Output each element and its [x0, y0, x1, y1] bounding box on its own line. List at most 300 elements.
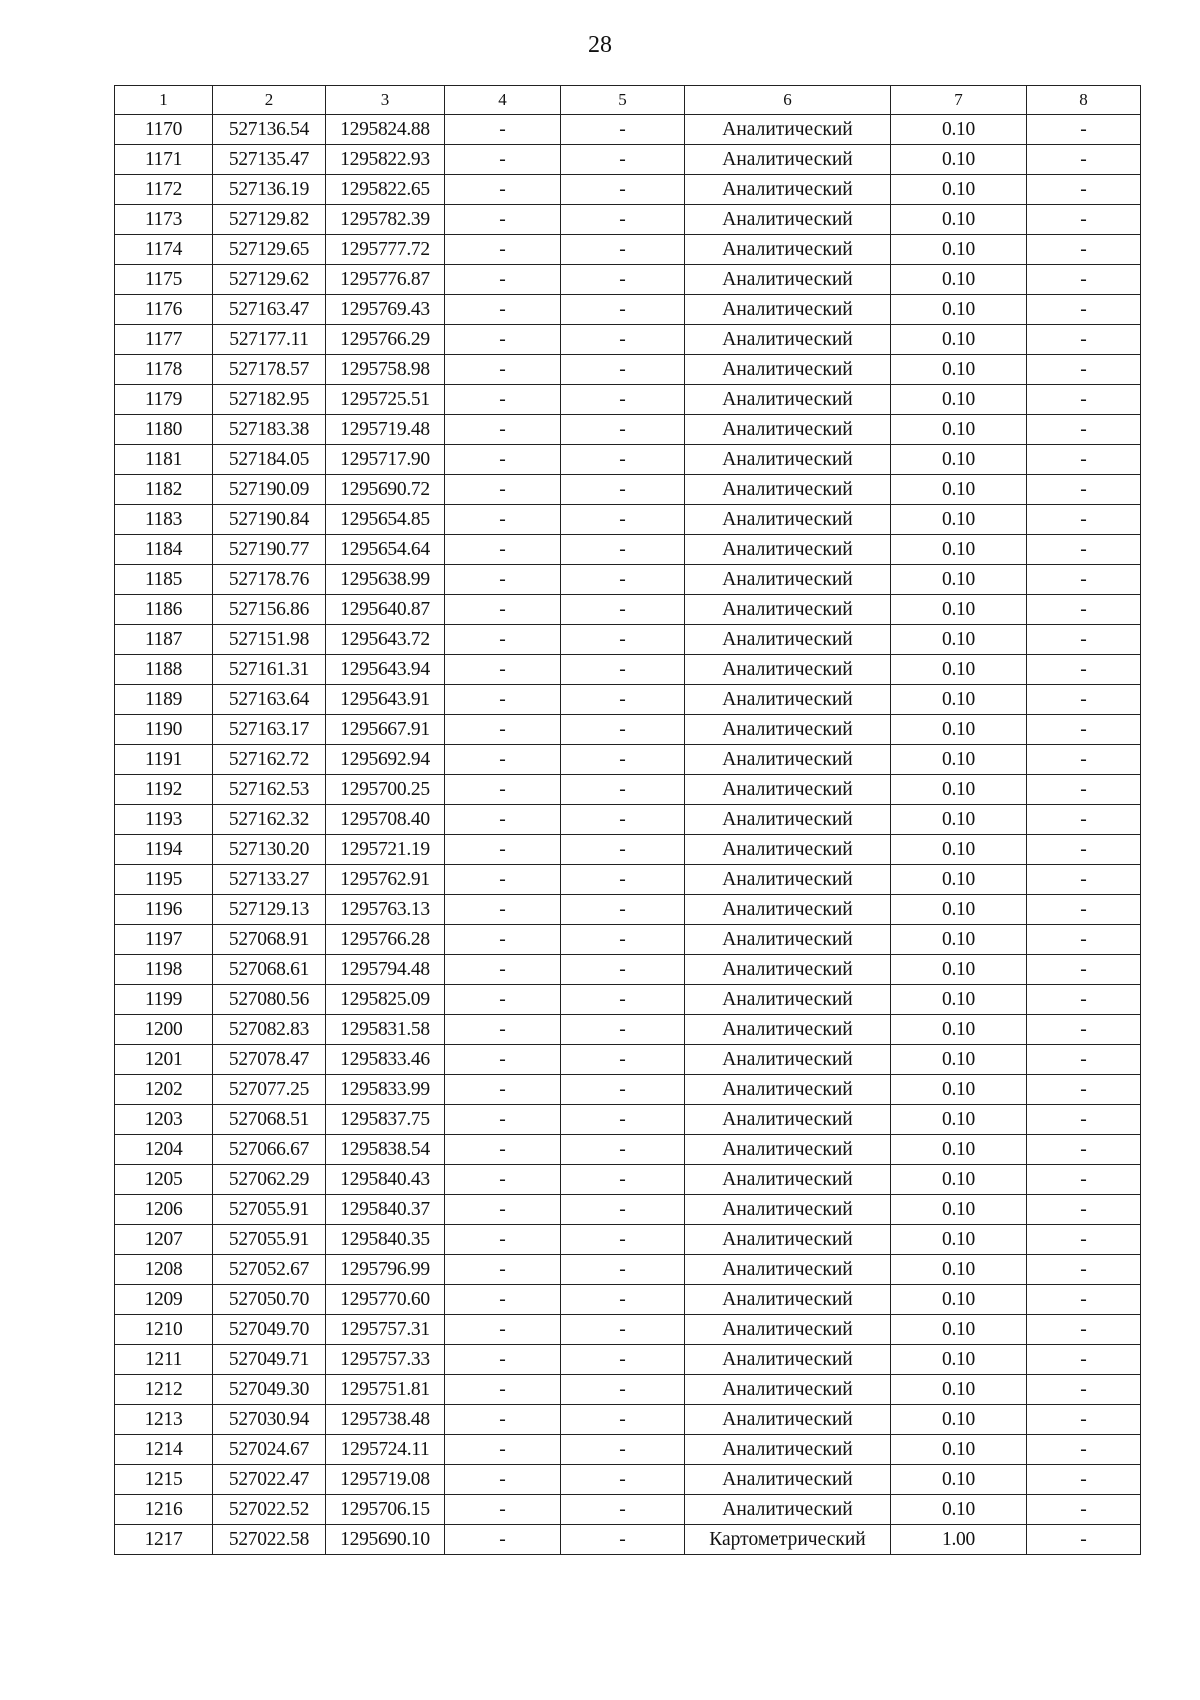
method-cell: Аналитический [685, 775, 891, 805]
column-5-cell: - [561, 955, 685, 985]
x-coordinate-cell: 527178.57 [213, 355, 326, 385]
column-4-cell: - [445, 955, 561, 985]
accuracy-cell: 0.10 [891, 1345, 1027, 1375]
method-cell: Аналитический [685, 295, 891, 325]
column-5-cell: - [561, 595, 685, 625]
x-coordinate-cell: 527190.09 [213, 475, 326, 505]
column-4-cell: - [445, 205, 561, 235]
column-5-cell: - [561, 1525, 685, 1555]
accuracy-cell: 0.10 [891, 1495, 1027, 1525]
accuracy-cell: 0.10 [891, 415, 1027, 445]
point-number-cell: 1182 [115, 475, 213, 505]
column-5-cell: - [561, 385, 685, 415]
accuracy-cell: 0.10 [891, 1135, 1027, 1165]
point-number-cell: 1201 [115, 1045, 213, 1075]
accuracy-cell: 0.10 [891, 235, 1027, 265]
table-row [115, 565, 1141, 595]
x-coordinate-cell: 527151.98 [213, 625, 326, 655]
method-cell: Аналитический [685, 355, 891, 385]
column-5-cell: - [561, 715, 685, 745]
column-4-cell: - [445, 925, 561, 955]
method-cell: Аналитический [685, 985, 891, 1015]
y-coordinate-cell: 1295824.88 [326, 115, 445, 145]
column-4-cell: - [445, 1255, 561, 1285]
table-row [115, 1405, 1141, 1435]
point-number-cell: 1184 [115, 535, 213, 565]
point-number-cell: 1183 [115, 505, 213, 535]
y-coordinate-cell: 1295840.37 [326, 1195, 445, 1225]
column-5-cell: - [561, 895, 685, 925]
method-cell: Аналитический [685, 1225, 891, 1255]
y-coordinate-cell: 1295763.13 [326, 895, 445, 925]
point-number-cell: 1180 [115, 415, 213, 445]
table-row [115, 325, 1141, 355]
point-number-cell: 1200 [115, 1015, 213, 1045]
x-coordinate-cell: 527077.25 [213, 1075, 326, 1105]
column-header: 4 [445, 86, 561, 115]
table-row [115, 1315, 1141, 1345]
table-row [115, 535, 1141, 565]
x-coordinate-cell: 527129.62 [213, 265, 326, 295]
point-number-cell: 1196 [115, 895, 213, 925]
column-4-cell: - [445, 115, 561, 145]
table-row [115, 1465, 1141, 1495]
method-cell: Аналитический [685, 1405, 891, 1435]
column-5-cell: - [561, 175, 685, 205]
column-5-cell: - [561, 1225, 685, 1255]
table-row [115, 415, 1141, 445]
column-4-cell: - [445, 1195, 561, 1225]
column-4-cell: - [445, 865, 561, 895]
column-5-cell: - [561, 265, 685, 295]
table-row [115, 175, 1141, 205]
point-number-cell: 1206 [115, 1195, 213, 1225]
accuracy-cell: 0.10 [891, 295, 1027, 325]
accuracy-cell: 0.10 [891, 1405, 1027, 1435]
accuracy-cell: 0.10 [891, 505, 1027, 535]
column-8-cell: - [1027, 895, 1141, 925]
column-8-cell: - [1027, 1045, 1141, 1075]
column-4-cell: - [445, 325, 561, 355]
method-cell: Аналитический [685, 265, 891, 295]
column-4-cell: - [445, 475, 561, 505]
table-row [115, 295, 1141, 325]
column-5-cell: - [561, 1465, 685, 1495]
column-5-cell: - [561, 835, 685, 865]
column-4-cell: - [445, 1225, 561, 1255]
point-number-cell: 1212 [115, 1375, 213, 1405]
column-8-cell: - [1027, 115, 1141, 145]
column-8-cell: - [1027, 1495, 1141, 1525]
accuracy-cell: 0.10 [891, 985, 1027, 1015]
table-row [115, 145, 1141, 175]
point-number-cell: 1174 [115, 235, 213, 265]
method-cell: Аналитический [685, 1375, 891, 1405]
accuracy-cell: 0.10 [891, 445, 1027, 475]
accuracy-cell: 0.10 [891, 205, 1027, 235]
column-5-cell: - [561, 1255, 685, 1285]
y-coordinate-cell: 1295719.08 [326, 1465, 445, 1495]
point-number-cell: 1211 [115, 1345, 213, 1375]
x-coordinate-cell: 527022.58 [213, 1525, 326, 1555]
table-row [115, 655, 1141, 685]
column-5-cell: - [561, 865, 685, 895]
column-5-cell: - [561, 565, 685, 595]
column-4-cell: - [445, 565, 561, 595]
column-8-cell: - [1027, 355, 1141, 385]
column-8-cell: - [1027, 445, 1141, 475]
column-8-cell: - [1027, 325, 1141, 355]
column-5-cell: - [561, 355, 685, 385]
x-coordinate-cell: 527162.53 [213, 775, 326, 805]
accuracy-cell: 0.10 [891, 325, 1027, 355]
column-4-cell: - [445, 595, 561, 625]
column-4-cell: - [445, 1165, 561, 1195]
accuracy-cell: 0.10 [891, 1045, 1027, 1075]
accuracy-cell: 0.10 [891, 715, 1027, 745]
table-row [115, 115, 1141, 145]
x-coordinate-cell: 527163.47 [213, 295, 326, 325]
column-8-cell: - [1027, 1075, 1141, 1105]
table-row [115, 1435, 1141, 1465]
x-coordinate-cell: 527184.05 [213, 445, 326, 475]
column-8-cell: - [1027, 1255, 1141, 1285]
column-4-cell: - [445, 1435, 561, 1465]
x-coordinate-cell: 527162.32 [213, 805, 326, 835]
x-coordinate-cell: 527024.67 [213, 1435, 326, 1465]
column-5-cell: - [561, 1495, 685, 1525]
column-5-cell: - [561, 145, 685, 175]
column-5-cell: - [561, 445, 685, 475]
column-5-cell: - [561, 1345, 685, 1375]
method-cell: Аналитический [685, 625, 891, 655]
table-row [115, 1525, 1141, 1555]
x-coordinate-cell: 527062.29 [213, 1165, 326, 1195]
y-coordinate-cell: 1295770.60 [326, 1285, 445, 1315]
accuracy-cell: 0.10 [891, 385, 1027, 415]
column-4-cell: - [445, 355, 561, 385]
page-number: 28 [588, 32, 612, 58]
method-cell: Аналитический [685, 1135, 891, 1165]
point-number-cell: 1197 [115, 925, 213, 955]
x-coordinate-cell: 527190.84 [213, 505, 326, 535]
column-8-cell: - [1027, 1525, 1141, 1555]
y-coordinate-cell: 1295654.85 [326, 505, 445, 535]
column-4-cell: - [445, 1465, 561, 1495]
y-coordinate-cell: 1295794.48 [326, 955, 445, 985]
x-coordinate-cell: 527178.76 [213, 565, 326, 595]
x-coordinate-cell: 527163.64 [213, 685, 326, 715]
accuracy-cell: 0.10 [891, 535, 1027, 565]
method-cell: Аналитический [685, 325, 891, 355]
column-8-cell: - [1027, 985, 1141, 1015]
x-coordinate-cell: 527161.31 [213, 655, 326, 685]
x-coordinate-cell: 527136.54 [213, 115, 326, 145]
column-4-cell: - [445, 385, 561, 415]
column-5-cell: - [561, 1165, 685, 1195]
method-cell: Аналитический [685, 805, 891, 835]
method-cell: Аналитический [685, 1045, 891, 1075]
y-coordinate-cell: 1295643.94 [326, 655, 445, 685]
y-coordinate-cell: 1295643.91 [326, 685, 445, 715]
column-8-cell: - [1027, 295, 1141, 325]
point-number-cell: 1203 [115, 1105, 213, 1135]
y-coordinate-cell: 1295643.72 [326, 625, 445, 655]
table-row [115, 625, 1141, 655]
y-coordinate-cell: 1295838.54 [326, 1135, 445, 1165]
column-4-cell: - [445, 445, 561, 475]
point-number-cell: 1216 [115, 1495, 213, 1525]
y-coordinate-cell: 1295822.93 [326, 145, 445, 175]
column-4-cell: - [445, 1075, 561, 1105]
column-8-cell: - [1027, 865, 1141, 895]
point-number-cell: 1207 [115, 1225, 213, 1255]
point-number-cell: 1178 [115, 355, 213, 385]
method-cell: Картометрический [685, 1525, 891, 1555]
accuracy-cell: 0.10 [891, 865, 1027, 895]
point-number-cell: 1173 [115, 205, 213, 235]
accuracy-cell: 0.10 [891, 1015, 1027, 1045]
y-coordinate-cell: 1295762.91 [326, 865, 445, 895]
accuracy-cell: 0.10 [891, 835, 1027, 865]
column-5-cell: - [561, 235, 685, 265]
method-cell: Аналитический [685, 1345, 891, 1375]
accuracy-cell: 0.10 [891, 145, 1027, 175]
method-cell: Аналитический [685, 1495, 891, 1525]
column-4-cell: - [445, 235, 561, 265]
y-coordinate-cell: 1295638.99 [326, 565, 445, 595]
column-5-cell: - [561, 655, 685, 685]
point-number-cell: 1181 [115, 445, 213, 475]
accuracy-cell: 1.00 [891, 1525, 1027, 1555]
column-8-cell: - [1027, 205, 1141, 235]
column-4-cell: - [445, 535, 561, 565]
accuracy-cell: 0.10 [891, 1285, 1027, 1315]
x-coordinate-cell: 527183.38 [213, 415, 326, 445]
column-8-cell: - [1027, 235, 1141, 265]
column-5-cell: - [561, 415, 685, 445]
y-coordinate-cell: 1295738.48 [326, 1405, 445, 1435]
column-5-cell: - [561, 1045, 685, 1075]
point-number-cell: 1194 [115, 835, 213, 865]
x-coordinate-cell: 527133.27 [213, 865, 326, 895]
x-coordinate-cell: 527049.71 [213, 1345, 326, 1375]
y-coordinate-cell: 1295719.48 [326, 415, 445, 445]
accuracy-cell: 0.10 [891, 745, 1027, 775]
table-row [115, 1495, 1141, 1525]
table-row [115, 745, 1141, 775]
column-4-cell: - [445, 1285, 561, 1315]
column-5-cell: - [561, 535, 685, 565]
y-coordinate-cell: 1295708.40 [326, 805, 445, 835]
column-4-cell: - [445, 1105, 561, 1135]
point-number-cell: 1170 [115, 115, 213, 145]
accuracy-cell: 0.10 [891, 1315, 1027, 1345]
method-cell: Аналитический [685, 655, 891, 685]
x-coordinate-cell: 527049.30 [213, 1375, 326, 1405]
method-cell: Аналитический [685, 145, 891, 175]
column-4-cell: - [445, 625, 561, 655]
point-number-cell: 1176 [115, 295, 213, 325]
column-4-cell: - [445, 985, 561, 1015]
table-row [115, 205, 1141, 235]
accuracy-cell: 0.10 [891, 895, 1027, 925]
column-5-cell: - [561, 685, 685, 715]
column-8-cell: - [1027, 1345, 1141, 1375]
table-row [115, 685, 1141, 715]
method-cell: Аналитический [685, 475, 891, 505]
table-row [115, 385, 1141, 415]
column-8-cell: - [1027, 595, 1141, 625]
point-number-cell: 1215 [115, 1465, 213, 1495]
table-row [115, 265, 1141, 295]
method-cell: Аналитический [685, 685, 891, 715]
y-coordinate-cell: 1295690.72 [326, 475, 445, 505]
method-cell: Аналитический [685, 835, 891, 865]
method-cell: Аналитический [685, 1195, 891, 1225]
x-coordinate-cell: 527022.52 [213, 1495, 326, 1525]
table-row [115, 985, 1141, 1015]
x-coordinate-cell: 527049.70 [213, 1315, 326, 1345]
column-8-cell: - [1027, 1435, 1141, 1465]
column-4-cell: - [445, 145, 561, 175]
column-8-cell: - [1027, 1285, 1141, 1315]
column-8-cell: - [1027, 1375, 1141, 1405]
table-row [115, 1045, 1141, 1075]
column-header: 2 [213, 86, 326, 115]
point-number-cell: 1189 [115, 685, 213, 715]
column-4-cell: - [445, 805, 561, 835]
table-row [115, 715, 1141, 745]
point-number-cell: 1179 [115, 385, 213, 415]
table-row [115, 805, 1141, 835]
column-5-cell: - [561, 1315, 685, 1345]
point-number-cell: 1186 [115, 595, 213, 625]
table-row [115, 835, 1141, 865]
point-number-cell: 1213 [115, 1405, 213, 1435]
point-number-cell: 1204 [115, 1135, 213, 1165]
column-4-cell: - [445, 1135, 561, 1165]
method-cell: Аналитический [685, 715, 891, 745]
method-cell: Аналитический [685, 1075, 891, 1105]
y-coordinate-cell: 1295717.90 [326, 445, 445, 475]
accuracy-cell: 0.10 [891, 655, 1027, 685]
table-header-row [115, 86, 1141, 115]
y-coordinate-cell: 1295840.35 [326, 1225, 445, 1255]
y-coordinate-cell: 1295721.19 [326, 835, 445, 865]
table-row [115, 475, 1141, 505]
accuracy-cell: 0.10 [891, 805, 1027, 835]
method-cell: Аналитический [685, 865, 891, 895]
table-row [115, 1105, 1141, 1135]
y-coordinate-cell: 1295692.94 [326, 745, 445, 775]
point-number-cell: 1187 [115, 625, 213, 655]
column-5-cell: - [561, 805, 685, 835]
column-8-cell: - [1027, 925, 1141, 955]
method-cell: Аналитический [685, 505, 891, 535]
column-4-cell: - [445, 265, 561, 295]
accuracy-cell: 0.10 [891, 1375, 1027, 1405]
table-row [115, 235, 1141, 265]
table-row [115, 1165, 1141, 1195]
accuracy-cell: 0.10 [891, 565, 1027, 595]
point-number-cell: 1188 [115, 655, 213, 685]
column-header: 6 [685, 86, 891, 115]
y-coordinate-cell: 1295757.33 [326, 1345, 445, 1375]
accuracy-cell: 0.10 [891, 595, 1027, 625]
point-number-cell: 1199 [115, 985, 213, 1015]
method-cell: Аналитический [685, 1105, 891, 1135]
point-number-cell: 1198 [115, 955, 213, 985]
column-4-cell: - [445, 505, 561, 535]
column-5-cell: - [561, 775, 685, 805]
column-4-cell: - [445, 655, 561, 685]
column-8-cell: - [1027, 475, 1141, 505]
method-cell: Аналитический [685, 1165, 891, 1195]
point-number-cell: 1214 [115, 1435, 213, 1465]
x-coordinate-cell: 527156.86 [213, 595, 326, 625]
x-coordinate-cell: 527080.56 [213, 985, 326, 1015]
table-row [115, 865, 1141, 895]
table-row [115, 505, 1141, 535]
column-8-cell: - [1027, 715, 1141, 745]
column-4-cell: - [445, 1345, 561, 1375]
table-row [115, 1225, 1141, 1255]
column-4-cell: - [445, 1375, 561, 1405]
column-4-cell: - [445, 835, 561, 865]
method-cell: Аналитический [685, 895, 891, 925]
x-coordinate-cell: 527055.91 [213, 1195, 326, 1225]
column-5-cell: - [561, 1195, 685, 1225]
method-cell: Аналитический [685, 1465, 891, 1495]
point-number-cell: 1191 [115, 745, 213, 775]
table-row [115, 445, 1141, 475]
accuracy-cell: 0.10 [891, 1105, 1027, 1135]
method-cell: Аналитический [685, 745, 891, 775]
column-4-cell: - [445, 1045, 561, 1075]
x-coordinate-cell: 527162.72 [213, 745, 326, 775]
column-header: 3 [326, 86, 445, 115]
column-4-cell: - [445, 1525, 561, 1555]
accuracy-cell: 0.10 [891, 355, 1027, 385]
x-coordinate-cell: 527190.77 [213, 535, 326, 565]
method-cell: Аналитический [685, 595, 891, 625]
accuracy-cell: 0.10 [891, 775, 1027, 805]
column-8-cell: - [1027, 1225, 1141, 1255]
column-4-cell: - [445, 895, 561, 925]
y-coordinate-cell: 1295777.72 [326, 235, 445, 265]
method-cell: Аналитический [685, 535, 891, 565]
x-coordinate-cell: 527182.95 [213, 385, 326, 415]
accuracy-cell: 0.10 [891, 1195, 1027, 1225]
y-coordinate-cell: 1295758.98 [326, 355, 445, 385]
point-number-cell: 1193 [115, 805, 213, 835]
table-row [115, 925, 1141, 955]
y-coordinate-cell: 1295654.64 [326, 535, 445, 565]
method-cell: Аналитический [685, 445, 891, 475]
point-number-cell: 1192 [115, 775, 213, 805]
column-4-cell: - [445, 175, 561, 205]
column-8-cell: - [1027, 565, 1141, 595]
y-coordinate-cell: 1295706.15 [326, 1495, 445, 1525]
x-coordinate-cell: 527066.67 [213, 1135, 326, 1165]
y-coordinate-cell: 1295782.39 [326, 205, 445, 235]
column-5-cell: - [561, 1435, 685, 1465]
y-coordinate-cell: 1295751.81 [326, 1375, 445, 1405]
x-coordinate-cell: 527135.47 [213, 145, 326, 175]
table-row [115, 1135, 1141, 1165]
column-8-cell: - [1027, 265, 1141, 295]
